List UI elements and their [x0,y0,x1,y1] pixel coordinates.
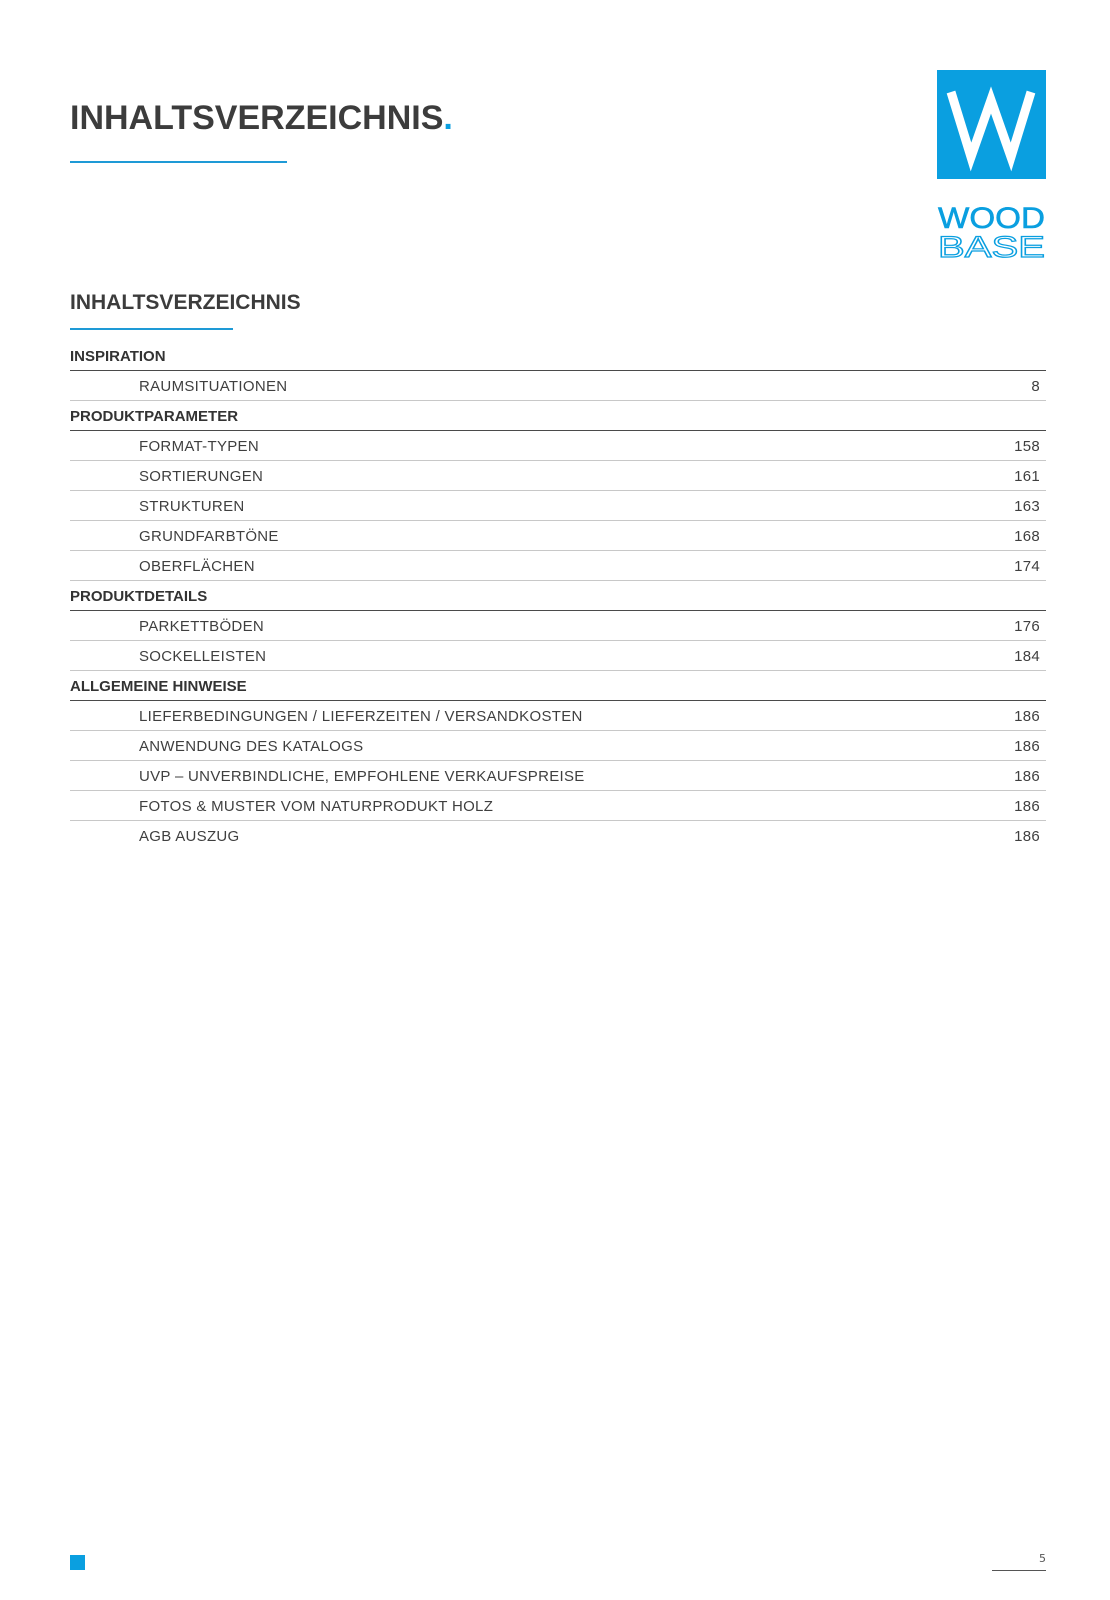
toc-entry-label: LIEFERBEDINGUNGEN / LIEFERZEITEN / VERSANDKOSTEN [139,708,583,725]
toc-entry[interactable] [70,821,1046,851]
toc-entry-page: 158 [1014,438,1040,455]
toc-entry[interactable] [70,551,1046,581]
toc-entry[interactable] [70,431,1046,461]
toc-entry-page: 161 [1014,468,1040,485]
toc-entry-label: PARKETTBÖDEN [139,618,265,635]
toc-entry-label: FORMAT-TYPEN [139,438,259,455]
toc-group-title-allgemeine-hinweise: ALLGEMEINE HINWEISE [70,671,1046,701]
page-title-text: INHALTSVERZEICHNIS [70,99,444,137]
toc-entry[interactable] [70,371,1046,401]
toc-entry-label: AGB AUSZUG [139,828,240,845]
toc-entry[interactable] [70,491,1046,521]
toc-entry-page: 186 [1014,708,1040,725]
toc-entry-label: STRUKTUREN [139,498,245,515]
footer-square-icon [70,1555,85,1570]
toc-entry-label: GRUNDFARBTÖNE [139,528,279,545]
toc-group-title-produktdetails: PRODUKTDETAILS [70,581,1046,611]
toc-entry-label: SORTIERUNGEN [139,468,264,485]
toc-entry[interactable] [70,461,1046,491]
toc-entry[interactable] [70,521,1046,551]
page-number-underline [992,1570,1046,1571]
logo-wordmark [937,203,1046,259]
toc-entry-label: UVP – UNVERBINDLICHE, EMPFOHLENE VERKAUFSPREISE [139,768,585,785]
woodbase-logo [937,70,1046,259]
toc-entry-page: 186 [1014,738,1040,755]
page-title [70,98,453,139]
toc-entry-label: FOTOS & MUSTER VOM NATURPRODUKT HOLZ [139,798,494,815]
logo-line-wood: WOOD [938,203,1045,235]
page-number: 5 [1039,1552,1046,1565]
toc-entry[interactable] [70,611,1046,641]
toc-entry-page: 168 [1014,528,1040,545]
toc-entry[interactable] [70,641,1046,671]
table-of-contents [70,341,1046,851]
toc-entry-page: 186 [1014,828,1040,845]
toc-entry-page: 186 [1014,798,1040,815]
page-title-dot: . [443,99,453,137]
toc-group-title-produktparameter: PRODUKTPARAMETER [70,401,1046,431]
toc-entry[interactable] [70,731,1046,761]
title-underline [70,161,287,163]
toc-heading-underline [70,328,233,330]
toc-entry[interactable] [70,791,1046,821]
toc-entry-page: 176 [1014,618,1040,635]
w-logo-icon [937,70,1046,179]
toc-entry-label: SOCKELLEISTEN [139,648,267,665]
toc-entry-page: 186 [1014,768,1040,785]
toc-entry[interactable] [70,701,1046,731]
toc-heading: INHALTSVERZEICHNIS [70,291,301,314]
toc-entry-label: OBERFLÄCHEN [139,558,255,575]
toc-entry-page: 174 [1014,558,1040,575]
toc-entry-label: ANWENDUNG DES KATALOGS [139,738,364,755]
toc-entry[interactable] [70,761,1046,791]
toc-entry-label: RAUMSITUATIONEN [139,378,288,395]
logo-line-base: BASE [938,231,1045,259]
toc-group-title-inspiration: INSPIRATION [70,341,1046,371]
toc-entry-page: 8 [1031,378,1040,395]
toc-entry-page: 163 [1014,498,1040,515]
toc-entry-page: 184 [1014,648,1040,665]
